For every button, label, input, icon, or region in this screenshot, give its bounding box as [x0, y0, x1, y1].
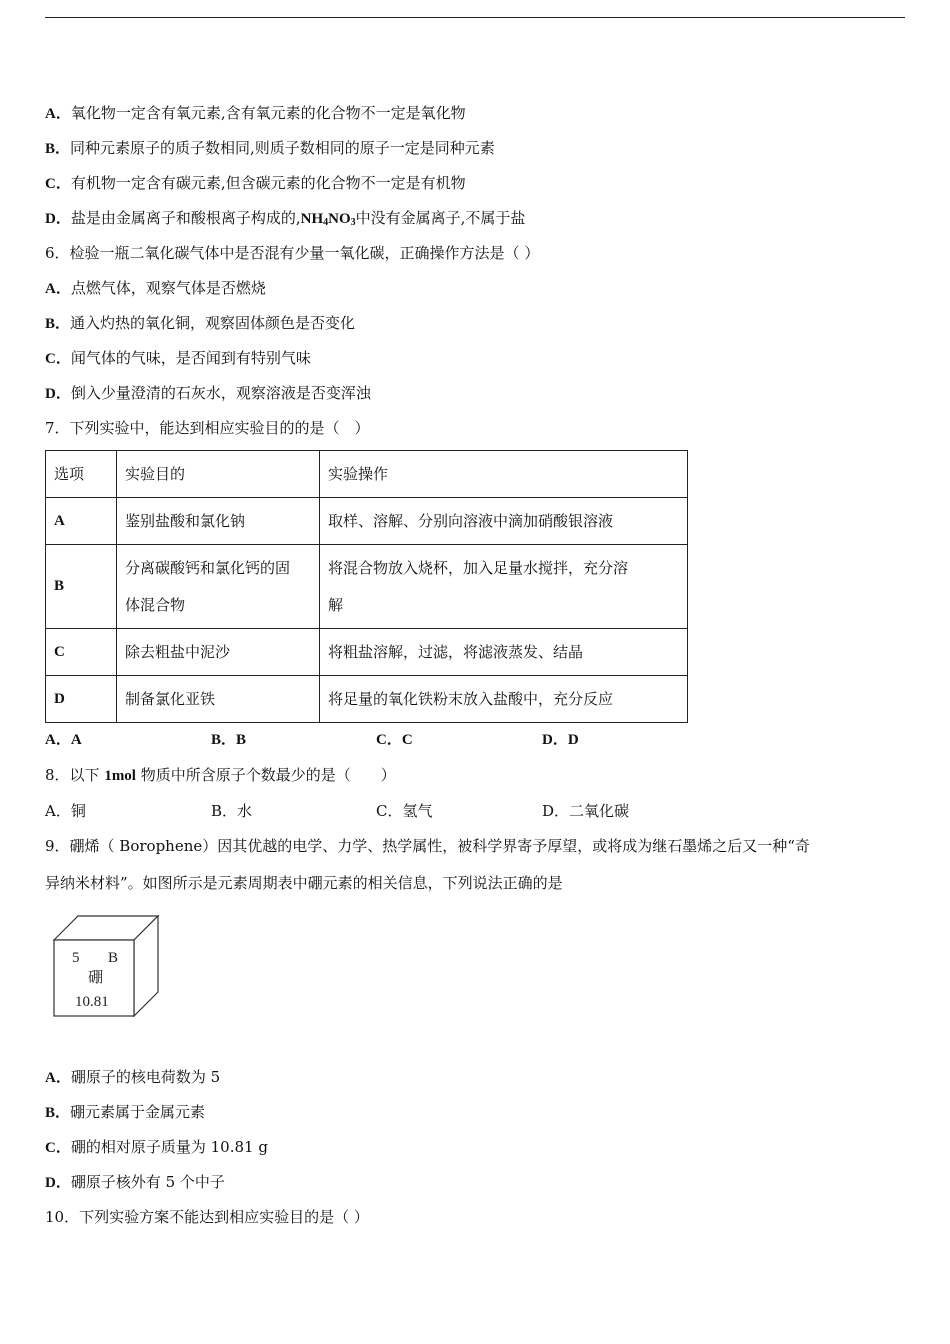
row-operation-line: 将混合物放入烧杯，加入足量水搅拌，充分溶: [328, 558, 629, 577]
q9-stem-line2: 异纳米材料”。如图所示是元素周期表中硼元素的相关信息，下列说法正确的是: [45, 874, 563, 892]
element-number: 5: [72, 950, 80, 966]
q6-option-a: [45, 278, 266, 299]
option-text: 同种元素原子的质子数相同,则质子数相同的原子一定是同种元素: [70, 139, 495, 157]
q6-stem: 6．检验一瓶二氧化碳气体中是否混有少量一氧化碳，正确操作方法是（ ）: [45, 244, 540, 262]
option-text: 氧化物一定含有氧元素,含有氧元素的化合物不一定是氧化物: [70, 104, 466, 122]
option-text: 通入灼热的氧化铜，观察固体颜色是否变化: [70, 314, 356, 332]
q5-option-c: [45, 173, 466, 194]
option-label: D．: [45, 386, 71, 402]
q9-option-d: [45, 1172, 225, 1193]
table-header-row: [46, 451, 688, 498]
formula-part: NO: [328, 211, 351, 227]
element-mass: 10.81: [75, 994, 109, 1010]
element-symbol: B: [108, 950, 119, 966]
q6-option-c: [45, 348, 311, 369]
row-option: D: [46, 676, 117, 723]
row-operation: 将粗盐溶解，过滤，将滤液蒸发、结晶: [320, 629, 688, 676]
formula-subscript: 3: [350, 217, 356, 228]
q6-option-d: [45, 383, 371, 404]
table-row: [46, 498, 688, 545]
answer-choice: D．D: [542, 732, 579, 748]
row-purpose: 鉴别盐酸和氯化钠: [117, 498, 320, 545]
header-purpose: 实验目的: [117, 451, 320, 498]
answer-choice: A．A: [45, 732, 82, 748]
stem-text: 物质中所含原子个数最少的是（ ）: [135, 766, 396, 784]
option-label: B．: [45, 1105, 71, 1121]
answer-choice: B．B: [211, 732, 247, 748]
q9-option-a: [45, 1067, 220, 1088]
q6-option-b: [45, 313, 355, 334]
element-name: 硼: [88, 968, 104, 986]
row-option: B: [46, 545, 117, 629]
row-purpose-line: 体混合物: [125, 595, 186, 614]
answer-choice: D．二氧化碳: [542, 802, 630, 820]
answer-choice: C．C: [376, 732, 413, 748]
formula-part: NH: [300, 211, 324, 227]
element-cube-figure: [50, 912, 162, 1020]
option-text: 中没有金属离子,不属于盐: [355, 209, 526, 227]
option-label: D．: [45, 1175, 71, 1191]
option-label: B．: [45, 316, 71, 332]
q8-answers: [45, 801, 905, 821]
row-purpose-line: 分离碳酸钙和氯化钙的固: [125, 558, 291, 577]
row-option: C: [46, 629, 117, 676]
option-label: C．: [45, 176, 71, 192]
option-label: A．: [45, 1070, 71, 1086]
option-label: A．: [45, 106, 71, 122]
q10-stem: 10．下列实验方案不能达到相应实验目的是（ ）: [45, 1208, 369, 1226]
row-operation: [320, 545, 688, 629]
table-row: [46, 545, 688, 629]
stem-bold: 1mol: [104, 768, 136, 784]
header-option: 选项: [46, 451, 117, 498]
option-label: D．: [45, 211, 71, 227]
table-row: [46, 676, 688, 723]
q8-stem: [45, 765, 396, 786]
option-text: 盐是由金属离子和酸根离子构成的,: [70, 209, 301, 227]
table-row: [46, 629, 688, 676]
q7-stem: 7．下列实验中，能达到相应实验目的的是（ ）: [45, 419, 370, 437]
q5-option-a: [45, 103, 466, 124]
option-text: 有机物一定含有碳元素,但含碳元素的化合物不一定是有机物: [70, 174, 466, 192]
row-option: A: [46, 498, 117, 545]
q7-experiment-table: [45, 450, 688, 723]
answer-choice: C．氢气: [376, 802, 433, 820]
option-text: 硼的相对原子质量为 10.81 g: [70, 1138, 268, 1156]
row-operation-line: 解: [328, 595, 344, 614]
formula-subscript: 4: [323, 217, 329, 228]
option-label: C．: [45, 1140, 71, 1156]
row-purpose: 制备氯化亚铁: [117, 676, 320, 723]
answer-choice: A．铜: [45, 802, 86, 820]
option-label: A．: [45, 281, 71, 297]
option-text: 倒入少量澄清的石灰水，观察溶液是否变浑浊: [70, 384, 371, 402]
header-rule: [45, 17, 905, 18]
row-operation: 取样、溶解、分别向溶液中滴加硝酸银溶液: [320, 498, 688, 545]
option-label: C．: [45, 351, 71, 367]
answer-choice: B．水: [211, 802, 253, 820]
option-text: 硼原子的核电荷数为 5: [70, 1068, 221, 1086]
option-text: 闻气体的气味，是否闻到有特别气味: [70, 349, 311, 367]
row-operation: 将足量的氧化铁粉末放入盐酸中，充分反应: [320, 676, 688, 723]
header-operation: 实验操作: [320, 451, 688, 498]
q5-option-d: [45, 208, 525, 233]
q9-stem-line1: 9．硼烯（ Borophene）因其优越的电学、力学、热学属性，被科学界寄予厚望，或将成为继石墨烯之后又一种“奇: [45, 837, 810, 855]
stem-text: 8．以下: [45, 766, 105, 784]
option-label: B．: [45, 141, 71, 157]
q9-option-b: [45, 1102, 205, 1123]
option-text: 硼元素属于金属元素: [70, 1103, 206, 1121]
boron-element-card: [50, 912, 162, 1020]
row-purpose: 除去粗盐中泥沙: [117, 629, 320, 676]
row-purpose: [117, 545, 320, 629]
q5-option-b: [45, 138, 495, 159]
q9-option-c: [45, 1137, 268, 1158]
option-text: 点燃气体，观察气体是否燃烧: [70, 279, 266, 297]
option-text: 硼原子核外有 5 个中子: [70, 1173, 225, 1191]
q7-answers: [45, 730, 905, 750]
